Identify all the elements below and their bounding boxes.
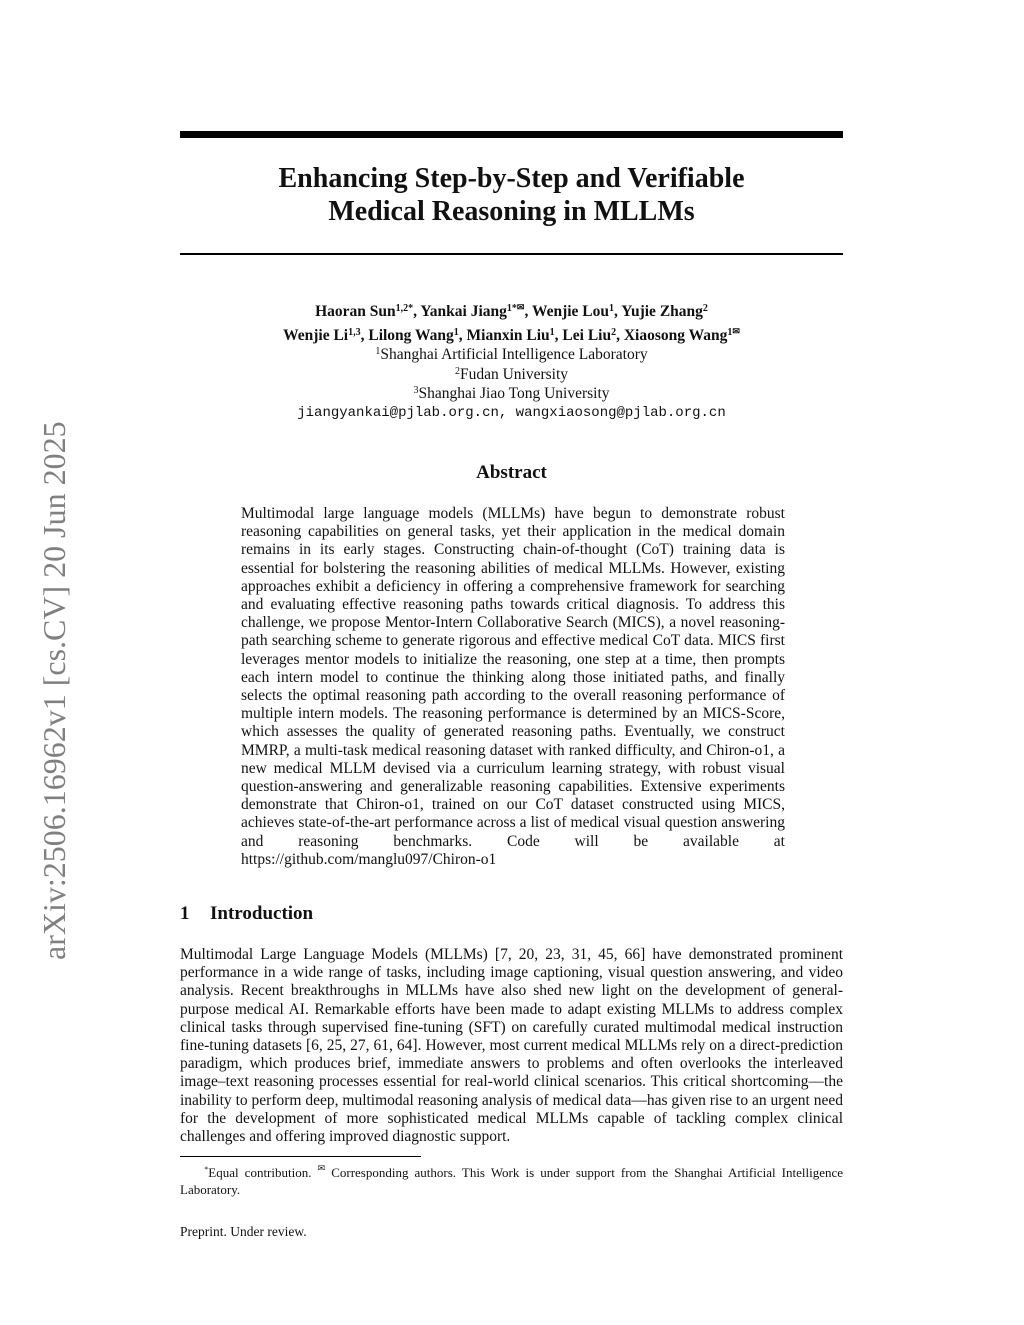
affiliation-mark: 2	[702, 303, 708, 314]
footnote-mark: *	[204, 1165, 209, 1174]
footnote-corresponding: Corresponding authors. This Work is under support from the Shanghai Artificial Intelligence Laboratory.	[180, 1165, 844, 1197]
author-name: Mianxin Liu	[466, 326, 550, 344]
affiliation-mark: 1,3	[348, 326, 361, 338]
author-name: Lei Liu	[562, 326, 612, 344]
author-name: Lilong Wang	[368, 326, 454, 344]
arxiv-identifier: arXiv:2506.16962v1 [cs.CV] 20 Jun 2025	[36, 421, 72, 960]
envelope-icon: ✉	[732, 325, 740, 336]
affiliation-3	[180, 384, 843, 404]
author-name: Wenjie Lou	[531, 303, 610, 320]
author-name: Haoran Sun	[315, 303, 396, 320]
section-heading-introduction	[180, 903, 313, 925]
abstract-body: Multimodal large language models (MLLMs) have begun to demonstrate robust reasoning capabilities on general tasks, yet their application in the medical domain remains in its early stages. Constructing chain-of-thought (CoT) training data is essential for bolstering the reasoning abilities of medical MLLMs. However, existing approaches exhibit a deficiency in offering a comprehensive framework for searching and evaluating effective reasoning paths towards critical diagnosis. To address this challenge, we propose Mentor-Intern Collaborative Search (MICS), a novel reasoning-path searching scheme to generate rigorous and effective medical CoT data. MICS first leverages mentor models to initialize the reasoning, one step at a time, then prompts each intern model to continue the thinking along those initiated paths, and finally selects the optimal reasoning path according to the overall reasoning performance of multiple intern models. The reasoning performance is determined by an MICS-Score, which assesses the quality of generated reasoning paths. Eventually, we construct MMRP, a multi-task medical reasoning dataset with ranked difficulty, and Chiron-o1, a new medical MLLM devised via a curriculum learning strategy, with robust visual question-answering and generalizable reasoning capabilities. Extensive experiments demonstrate that Chiron-o1, trained on our CoT dataset constructed using MICS, achieves state-of-the-art performance across a list of medical visual question answering and reasoning benchmarks. Code will be available at https://github.com/manglu097/Chiron-o1	[241, 505, 785, 868]
footnote	[180, 1160, 843, 1198]
author-line-2: Wenjie Li$^{1,3}$, Lilong Wang$^1$, Mianxin Liu$^1$, Lei Liu$^2$, Xiaosong Wang$^{1✉}$	[283, 325, 740, 344]
affiliation-mark: 2	[611, 326, 617, 338]
affiliation-mark: 2	[454, 365, 460, 377]
author-block	[180, 298, 843, 423]
section-number: 1	[180, 903, 190, 924]
affiliation-name: Shanghai Artificial Intelligence Laboratory	[380, 346, 648, 363]
affiliation-mark: 1	[375, 346, 381, 357]
affiliation-name: Fudan University	[459, 365, 569, 383]
title-top-rule	[180, 131, 843, 138]
envelope-icon: ✉	[317, 1163, 326, 1173]
affiliation-mark: 1	[609, 303, 615, 314]
author-name: Yankai Jiang	[420, 303, 507, 320]
footnote-rule	[180, 1156, 421, 1157]
title-line-1: Enhancing Step-by-Step and Verifiable	[278, 163, 745, 194]
introduction-paragraph: Multimodal Large Language Models (MLLMs) [7, 20, 23, 31, 45, 66] have demonstrated prominent performance in a wide range of tasks, including image captioning, visual question answering, and video analysis. Recent breakthroughs in MLLMs have also shed new light on the development of general-purpose medical AI. Remarkable efforts have been made to adapt existing MLLMs to address complex clinical tasks through supervised fine-tuning (SFT) on carefully curated multimodal medical instruction fine-tuning datasets [6, 25, 27, 61, 64]. However, most current medical MLLMs rely on a direct-prediction paradigm, which produces brief, immediate answers to problems and often overlooks the interleaved image–text reasoning processes essential for real-world clinical scenarios. This critical shortcoming—the inability to perform deep, multimodal reasoning analysis of medical data—has given rise to an urgent need for the development of more sophisticated medical MLLMs capable of tackling complex clinical challenges and offering improved diagnostic support.	[180, 946, 843, 1146]
footnote-equal-contribution: Equal contribution.	[208, 1165, 312, 1180]
affiliation-mark: 3	[413, 385, 419, 396]
author-name: Wenjie Li	[283, 326, 349, 344]
title-bottom-rule	[180, 253, 843, 255]
preprint-note: Preprint. Under review.	[180, 1224, 307, 1239]
paper-title	[180, 162, 843, 228]
author-line-1: Haoran Sun$^{1,2*}$, Yankai Jiang$^{1*✉}$, Wenjie Lou$^1$, Yujie Zhang$^2$	[315, 302, 708, 320]
affiliation-name: Shanghai Jiao Tong University	[418, 385, 610, 402]
author-name: Yujie Zhang	[621, 303, 703, 320]
abstract-heading: Abstract	[476, 462, 547, 483]
affiliation-mark: 1,2*	[395, 303, 414, 314]
contact-emails: jiangyankai@pjlab.org.cn, wangxiaosong@pjlab.org.cn	[297, 404, 726, 421]
affiliation-mark: 1*	[506, 303, 517, 314]
affiliation-mark: 1	[727, 326, 733, 338]
affiliation-1	[180, 345, 843, 365]
section-title: Introduction	[210, 903, 314, 924]
author-name: Xiaosong Wang	[623, 326, 728, 344]
envelope-icon: ✉	[516, 302, 525, 312]
affiliation-mark: 1	[453, 326, 459, 338]
affiliation-2	[180, 365, 843, 385]
affiliation-mark: 1	[549, 326, 555, 338]
title-line-2: Medical Reasoning in MLLMs	[328, 196, 695, 227]
